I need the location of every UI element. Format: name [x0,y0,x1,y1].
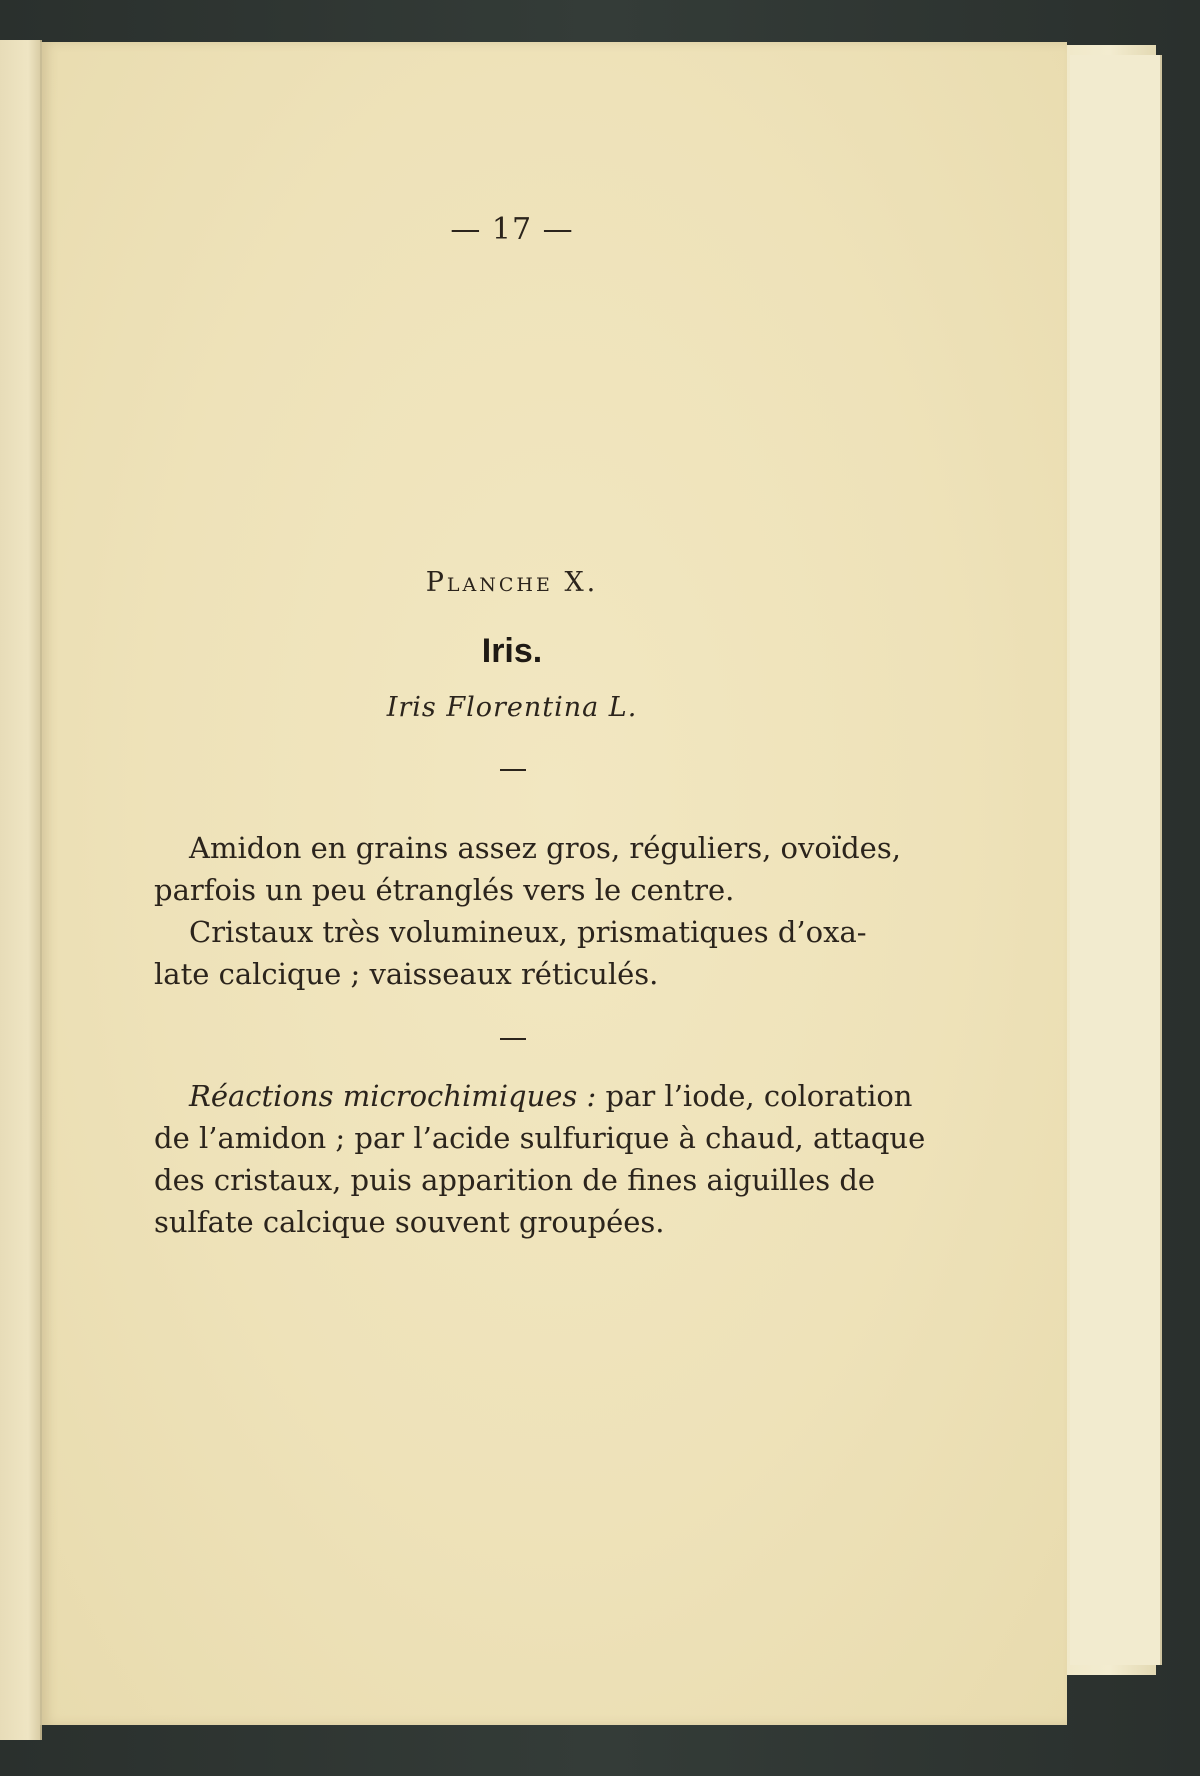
left-page-edge [0,40,42,1740]
plant-name: Iris. [481,632,543,670]
plate-title: Planche X. [425,567,599,598]
reactions-line: Réactions microchimiques : par l’iode, coloration [189,1079,913,1113]
reactions-line: des cristaux, puis apparition de fines aiguilles de [154,1163,876,1197]
latin-name: Iris Florentina L. [386,692,638,723]
description-line: Cristaux très volumineux, prismatiques d’oxa- [189,915,867,949]
description-paragraph [154,827,949,995]
section-divider [500,1038,526,1040]
page-number: — 17 — [450,212,574,247]
page-stack-edge-inner [1070,55,1162,1665]
description-line: Amidon en grains assez gros, réguliers, ovoïdes, [189,831,901,865]
reactions-line: de l’amidon ; par l’acide sulfurique à chaud, attaque [154,1121,926,1155]
description-line: late calcique ; vaisseaux réticulés. [154,957,659,991]
section-divider [500,769,526,771]
reactions-paragraph [154,1075,949,1243]
reactions-heading: Réactions microchimiques : [189,1079,597,1113]
description-line: parfois un peu étranglés vers le centre. [154,873,735,907]
reactions-line: sulfate calcique souvent groupées. [154,1205,665,1239]
book-page [40,42,1067,1725]
